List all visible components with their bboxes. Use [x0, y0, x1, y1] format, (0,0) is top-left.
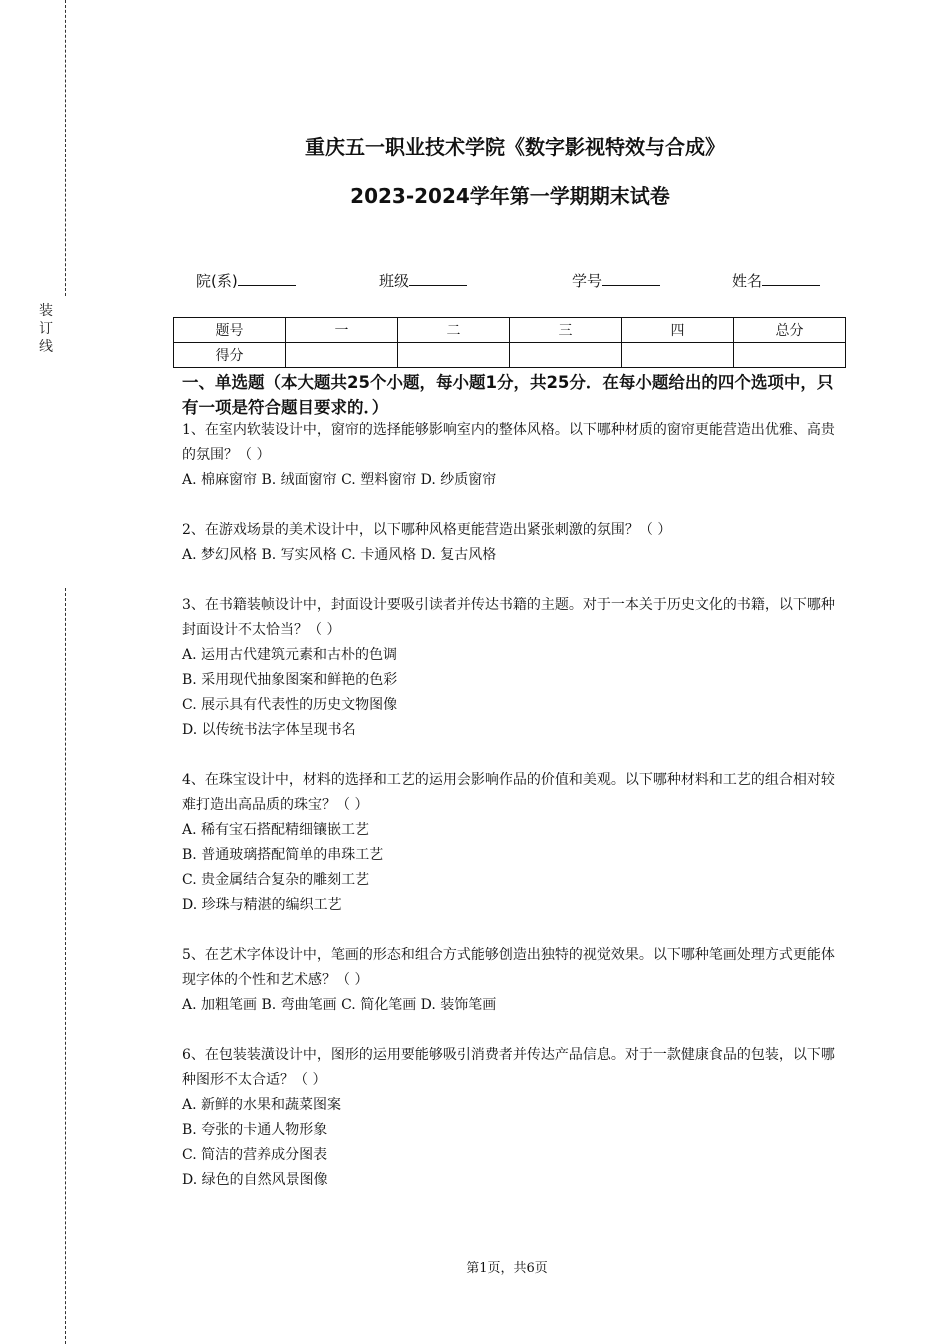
score-cell[interactable] [286, 343, 398, 368]
score-cell[interactable] [622, 343, 734, 368]
college-field [196, 270, 296, 291]
question-option: A. 新鲜的水果和蔬菜图案 [182, 1097, 342, 1113]
score-header-cell: 一 [286, 318, 398, 343]
score-row [174, 343, 846, 368]
score-header-cell: 题号 [174, 318, 286, 343]
question-list [182, 418, 842, 1218]
score-header-cell: 四 [622, 318, 734, 343]
question-text: 2、在游戏场景的美术设计中，以下哪种风格更能营造出紧张刺激的氛围？（ ） [182, 522, 672, 538]
name-blank[interactable] [762, 271, 820, 286]
question-option: A. 加粗笔画 B. 弯曲笔画 C. 简化笔画 D. 装饰笔画 [182, 997, 497, 1013]
question-text: 1、在室内软装设计中，窗帘的选择能够影响室内的整体风格。以下哪种材质的窗帘更能营造出优雅、高贵的氛围？（ ） [182, 422, 835, 463]
score-row-label: 得分 [174, 343, 286, 368]
question-option: C. 贵金属结合复杂的雕刻工艺 [182, 872, 370, 888]
question-option: A. 稀有宝石搭配精细镶嵌工艺 [182, 822, 370, 838]
question-text: 3、在书籍装帧设计中，封面设计要吸引读者并传达书籍的主题。对于一本关于历史文化的书籍，以下哪种封面设计不太恰当？（ ） [182, 597, 835, 638]
question-item [182, 1043, 842, 1193]
score-cell[interactable] [398, 343, 510, 368]
question-option: C. 简洁的营养成分图表 [182, 1147, 328, 1163]
question-text: 6、在包装装潢设计中，图形的运用要能够吸引消费者并传达产品信息。对于一款健康食品的包装，以下哪种图形不太合适？（ ） [182, 1047, 835, 1088]
exam-title: 重庆五一职业技术学院《数字影视特效与合成》 [305, 135, 725, 159]
score-cell[interactable] [734, 343, 846, 368]
question-option: D. 以传统书法字体呈现书名 [182, 722, 356, 738]
question-option: A. 梦幻风格 B. 写实风格 C. 卡通风格 D. 复古风格 [182, 547, 497, 563]
binding-char: 线 [39, 339, 53, 355]
question-option: B. 普通玻璃搭配简单的串珠工艺 [182, 847, 384, 863]
class-label: 班级 [379, 272, 410, 290]
question-option: D. 绿色的自然风景图像 [182, 1172, 328, 1188]
score-header-cell: 二 [398, 318, 510, 343]
score-header-cell: 三 [510, 318, 622, 343]
name-field [732, 270, 820, 291]
question-text: 4、在珠宝设计中，材料的选择和工艺的运用会影响作品的价值和美观。以下哪种材料和工艺的组合相对较难打造出高品质的珠宝？（ ） [182, 772, 835, 813]
question-option: D. 珍珠与精湛的编织工艺 [182, 897, 342, 913]
student-id-blank[interactable] [602, 271, 660, 286]
class-field [379, 270, 467, 291]
score-header-row [174, 318, 846, 343]
score-table [173, 317, 846, 368]
question-item [182, 943, 842, 1018]
college-label: 院(系) [196, 272, 238, 290]
page-number: 第1页，共6页 [466, 1261, 548, 1276]
question-option: B. 夸张的卡通人物形象 [182, 1122, 328, 1138]
name-label: 姓名 [732, 272, 763, 290]
binding-label [37, 302, 55, 356]
class-blank[interactable] [409, 271, 467, 286]
question-text: 5、在艺术字体设计中，笔画的形态和组合方式能够创造出独特的视觉效果。以下哪种笔画处理方式更能体现字体的个性和艺术感？（ ） [182, 947, 835, 988]
score-header-cell: 总分 [734, 318, 846, 343]
question-option: A. 棉麻窗帘 B. 绒面窗帘 C. 塑料窗帘 D. 纱质窗帘 [182, 472, 497, 488]
student-id-field [572, 270, 660, 291]
question-item [182, 768, 842, 918]
binding-char: 装 [39, 303, 53, 319]
question-option: B. 采用现代抽象图案和鲜艳的色彩 [182, 672, 398, 688]
question-item [182, 518, 842, 568]
question-item [182, 593, 842, 743]
question-option: A. 运用古代建筑元素和古朴的色调 [182, 647, 398, 663]
question-item [182, 418, 842, 493]
section-title: 一、单选题（本大题共25个小题，每小题1分，共25分．在每小题给出的四个选项中，只有一项是符合题目要求的．） [182, 373, 834, 417]
student-id-label: 学号 [572, 272, 603, 290]
binding-dashed-line-bottom [65, 588, 66, 1344]
question-option: C. 展示具有代表性的历史文物图像 [182, 697, 398, 713]
binding-char: 订 [39, 321, 53, 337]
exam-subtitle: 2023-2024学年第一学期期末试卷 [350, 184, 670, 208]
score-cell[interactable] [510, 343, 622, 368]
college-blank[interactable] [238, 271, 296, 286]
